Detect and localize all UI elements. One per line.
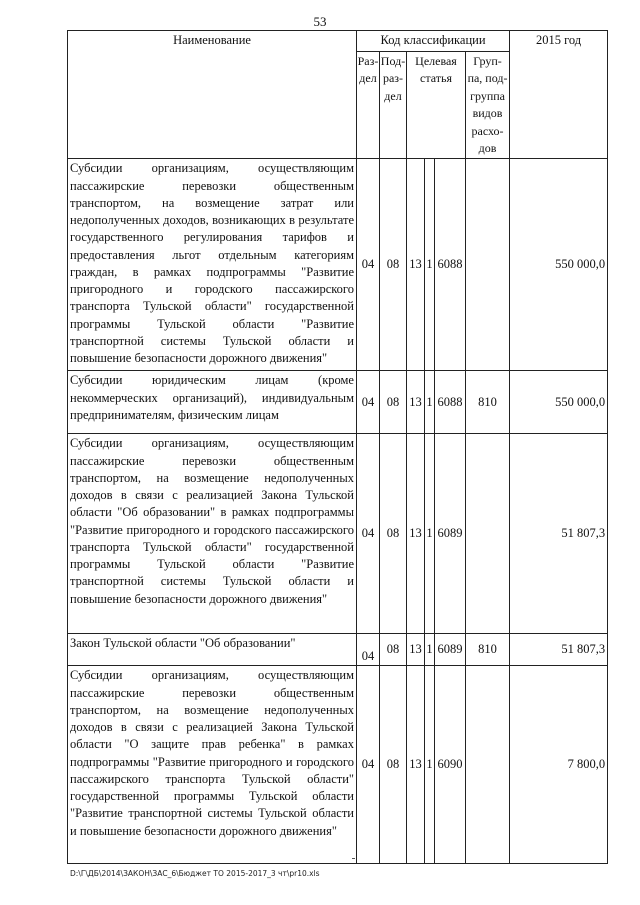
header-classification: Код классификации bbox=[357, 31, 510, 52]
table-row bbox=[68, 434, 608, 634]
row-cs-program: 13 bbox=[407, 371, 425, 434]
row-cs-subprogram: 1 bbox=[425, 434, 435, 634]
row-razdel: 04 bbox=[357, 371, 380, 434]
row-amount: 51 807,3 bbox=[510, 434, 608, 634]
header-year: 2015 год bbox=[510, 31, 608, 159]
row-vid bbox=[466, 434, 510, 634]
row-razdel: 04 bbox=[357, 666, 380, 864]
row-cs-code: 6089 bbox=[435, 634, 466, 666]
row-name: Субсидии юридическим лицам (кроме некоммерческих организаций), индивидуальным предпринимателям, физическим лицам bbox=[68, 371, 357, 434]
row-cs-code: 6088 bbox=[435, 159, 466, 371]
row-podrazdel: 08 bbox=[380, 434, 407, 634]
row-name: Закон Тульской области "Об образовании" bbox=[68, 634, 357, 666]
row-podrazdel: 08 bbox=[380, 371, 407, 434]
row-cs-subprogram: 1 bbox=[425, 159, 435, 371]
row-cs-program: 13 bbox=[407, 159, 425, 371]
row-cs-program: 13 bbox=[407, 666, 425, 864]
row-cs-code: 6090 bbox=[435, 666, 466, 864]
row-cs-subprogram: 1 bbox=[425, 666, 435, 864]
row-cs-code: 6088 bbox=[435, 371, 466, 434]
row-amount: 550 000,0 bbox=[510, 371, 608, 434]
row-vid: 810 bbox=[466, 634, 510, 666]
row-podrazdel: 08 bbox=[380, 666, 407, 864]
table-row bbox=[68, 666, 608, 864]
row-amount: 51 807,3 bbox=[510, 634, 608, 666]
row-razdel: 04 bbox=[357, 434, 380, 634]
row-cs-program: 13 bbox=[407, 434, 425, 634]
budget-table bbox=[67, 30, 608, 864]
table-row bbox=[68, 371, 608, 434]
header-podrazdel: Под- раз- дел bbox=[380, 52, 407, 159]
header-celevaya: Целевая статья bbox=[407, 52, 466, 159]
row-amount: 7 800,0 bbox=[510, 666, 608, 864]
row-razdel: 04 bbox=[357, 634, 380, 666]
row-vid bbox=[466, 159, 510, 371]
scan-dot bbox=[352, 858, 355, 859]
row-razdel: 04 bbox=[357, 159, 380, 371]
row-amount: 550 000,0 bbox=[510, 159, 608, 371]
row-name: Субсидии организациям, осуществляющим пассажирские перевозки общественным транспортом, на возмещение затрат или недополученных доходов, возникающих в результате государственного регулирования тарифов и предоставления льгот отдельным категориям граждан, в рамках подпрограммы "Развитие пригородного и городского пассажирского транспорта Тульской области" государственной программы Тульской области "Развитие транспортной системы Тульской области и повышение безопасности дорожного движения" bbox=[68, 159, 357, 371]
row-cs-code: 6089 bbox=[435, 434, 466, 634]
row-cs-program: 13 bbox=[407, 634, 425, 666]
header-gruppa: Груп- па, под- группа видов расхо- дов bbox=[466, 52, 510, 159]
table-row bbox=[68, 159, 608, 371]
row-name: Субсидии организациям, осуществляющим пассажирские перевозки общественным транспортом, на возмещение недополученных доходов в связи с реализацией Закона Тульской области "Об образовании" в рамках подпрограммы "Развитие пригородного и городского пассажирского транспорта Тульской области" государственной программы Тульской области "Развитие транспортной системы Тульской области и повышение безопасности дорожного движения" bbox=[68, 434, 357, 634]
row-cs-subprogram: 1 bbox=[425, 371, 435, 434]
row-cs-subprogram: 1 bbox=[425, 634, 435, 666]
footer-file-path: D:\Г\ДБ\2014\ЗАКОН\ЗАС_6\Бюджет ТО 2015-2017_3 чт\pr10.xls bbox=[70, 869, 320, 878]
header-razdel: Раз- дел bbox=[357, 52, 380, 159]
row-vid: 810 bbox=[466, 371, 510, 434]
table-row bbox=[68, 634, 608, 666]
row-name: Субсидии организациям, осуществляющим пассажирские перевозки общественным транспортом, на возмещение недополученных доходов в связи с реализацией Закона Тульской области "О защите прав ребенка" в рамках подпрограммы "Развитие пригородного и городского пассажирского транспорта Тульской области" государственной программы Тульской области "Развитие транспортной системы Тульской области и повышение безопасности дорожного движения" bbox=[68, 666, 357, 864]
row-vid bbox=[466, 666, 510, 864]
header-name: Наименование bbox=[68, 31, 357, 159]
row-podrazdel: 08 bbox=[380, 634, 407, 666]
page-number: 53 bbox=[313, 14, 327, 29]
row-podrazdel: 08 bbox=[380, 159, 407, 371]
